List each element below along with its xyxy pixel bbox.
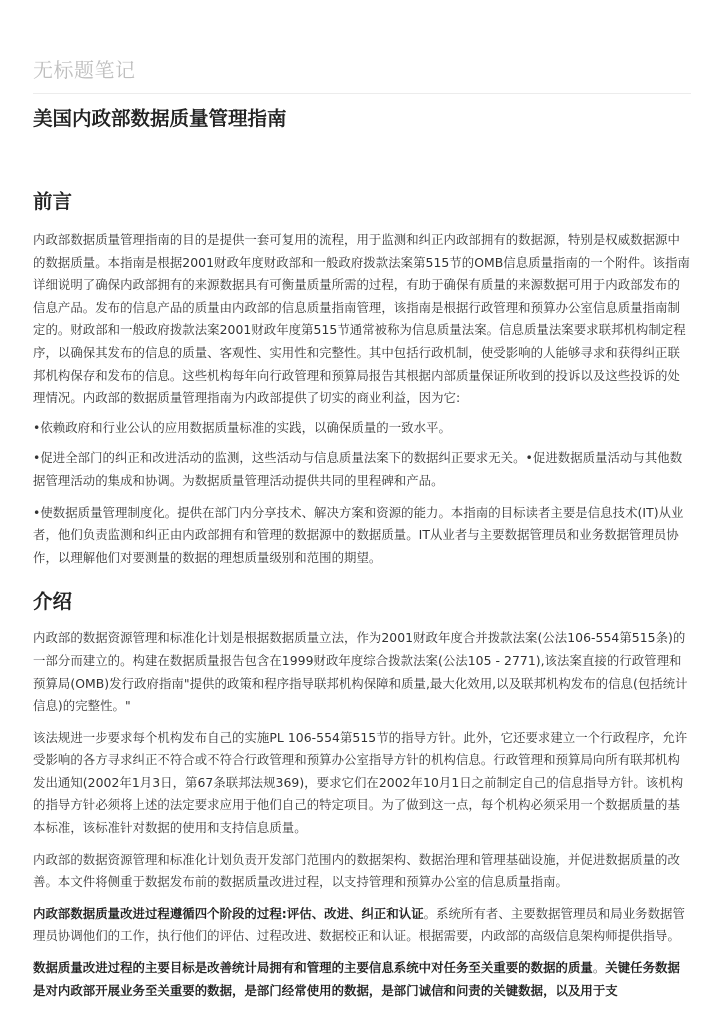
intro-paragraph-5-bold-a: 数据质量改进过程的主要目标是改善统计局拥有和管理的主要信息系统中对任务至关重要的数据的质量 <box>33 960 593 976</box>
intro-paragraph-5-bold-b: 关键任务数据是对内政部开展业务至关重要的数据，是部门经常使用的数据，是部门诚信和问责的关键数据，以及用于支 <box>33 960 680 998</box>
note-title-field[interactable] <box>33 56 691 94</box>
intro-paragraph-2: 该法规进一步要求每个机构发布自己的实施PL 106-554第515节的指导方针。此外，它还要求建立一个行政程序，允许受影响的各方寻求纠正不符合或不符合行政管理和预算办公室指导方针的机构信息。行政管理和预算局向所有联邦机构发出通知(2002年1月3日，第67条联邦法规369)，要求它们在2002年10月1日之前制定自己的信息指导方针。该机构的指导方针必须将上述的法定要求应用于他们自己的特定项目。为了做到这一点，每个机构必须采用一个数据质量的基本标准，该标准针对数据的使用和支持信息质量。 <box>33 729 688 836</box>
intro-paragraph-5 <box>33 957 691 1002</box>
document-title: 美国内政部数据质量管理指南 <box>33 107 287 130</box>
note-title-placeholder[interactable]: 无标题笔记 <box>33 58 136 82</box>
preface-paragraph-4: •使数据质量管理制度化。提供在部门内分享技术、解决方案和资源的能力。本指南的目标读者主要是信息技术(IT)从业者，他们负责监测和纠正由内政部拥有和管理的数据源中的数据质量。IT从业者与主要数据管理员和业务数据管理员协作，以理解他们对要测量的数据的理想质量级别和范围的期望。 <box>33 504 684 565</box>
note-body[interactable] <box>33 104 691 1002</box>
intro-paragraph-4-rest: 。系统所有者、主要数据管理员和局业务数据管理员协调他们的工作，执行他们的评估、过程改进、数据校正和认证。根据需要，内政部的高级信息架构师提供指导。 <box>33 905 685 944</box>
intro-paragraph-4 <box>33 903 691 948</box>
intro-paragraph-4-bold: 内政部数据质量改进过程遵循四个阶段的过程:评估、改进、纠正和认证 <box>33 905 424 921</box>
section-heading-preface: 前言 <box>33 190 73 213</box>
preface-paragraph-3: •促进全部门的纠正和改进活动的监测，这些活动与信息质量法案下的数据纠正要求无关。•促进数据质量活动与其他数据管理活动的集成和协调。为数据质量管理活动提供共同的里程碑和产品。 <box>33 450 683 488</box>
intro-paragraph-3: 内政部的数据资源管理和标准化计划负责开发部门范围内的数据架构、数据治理和管理基础设施，并促进数据质量的改善。本文件将侧重于数据发布前的数据质量改进过程，以支持管理和预算办公室的信息质量指南。 <box>33 851 680 890</box>
intro-paragraph-5-sep: 。 <box>592 960 606 976</box>
preface-paragraph-1: 内政部数据质量管理指南的目的是提供一套可复用的流程，用于监测和纠正内政部拥有的数据源，特别是权威数据源中的数据质量。本指南是根据2001财政年度财政部和一般政府拨款法案第515节的OMB信息质量指南的一个附件。该指南详细说明了确保内政部拥有的来源数据具有可衡量质量所需的过程，有助于确保有质量的来源数据可用于内政部发布的信息产品。发布的信息产品的质量由内政部的信息质量指南管理，该指南是根据行政管理和预算办公室信息质量指南制定的。财政部和一般政府拨款法案2001财政年度第515节通常被称为信息质量法案。信息质量法案要求联邦机构制定程序，以确保其发布的信息的质量、客观性、实用性和完整性。其中包括行政机制，使受影响的人能够寻求和获得纠正联邦机构保存和发布的信息。这些机构每年向行政管理和预算局报告其根据内部质量保证所收到的投诉以及这些投诉的处理情况。内政部的数据质量管理指南为内政部提供了切实的商业利益，因为它: <box>33 232 690 406</box>
preface-paragraph-2: •依赖政府和行业公认的应用数据质量标准的实践，以确保质量的一致水平。 <box>33 419 451 435</box>
section-heading-intro: 介绍 <box>33 590 73 614</box>
intro-paragraph-1: 内政部的数据资源管理和标准化计划是根据数据质量立法，作为2001财政年度合并拨款法案(公法106-554第515条)的一部分而建立的。构建在数据质量报告包含在1999财政年度综合拨款法案(公法105 - 2771),该法案直接的行政管理和预算局(OMB)发行政府指南"提供的政策和程序指导联邦机构保障和质量,最大化效用,以及联邦机构发布的信息(包括统计信息)的完整性。" <box>33 630 688 714</box>
